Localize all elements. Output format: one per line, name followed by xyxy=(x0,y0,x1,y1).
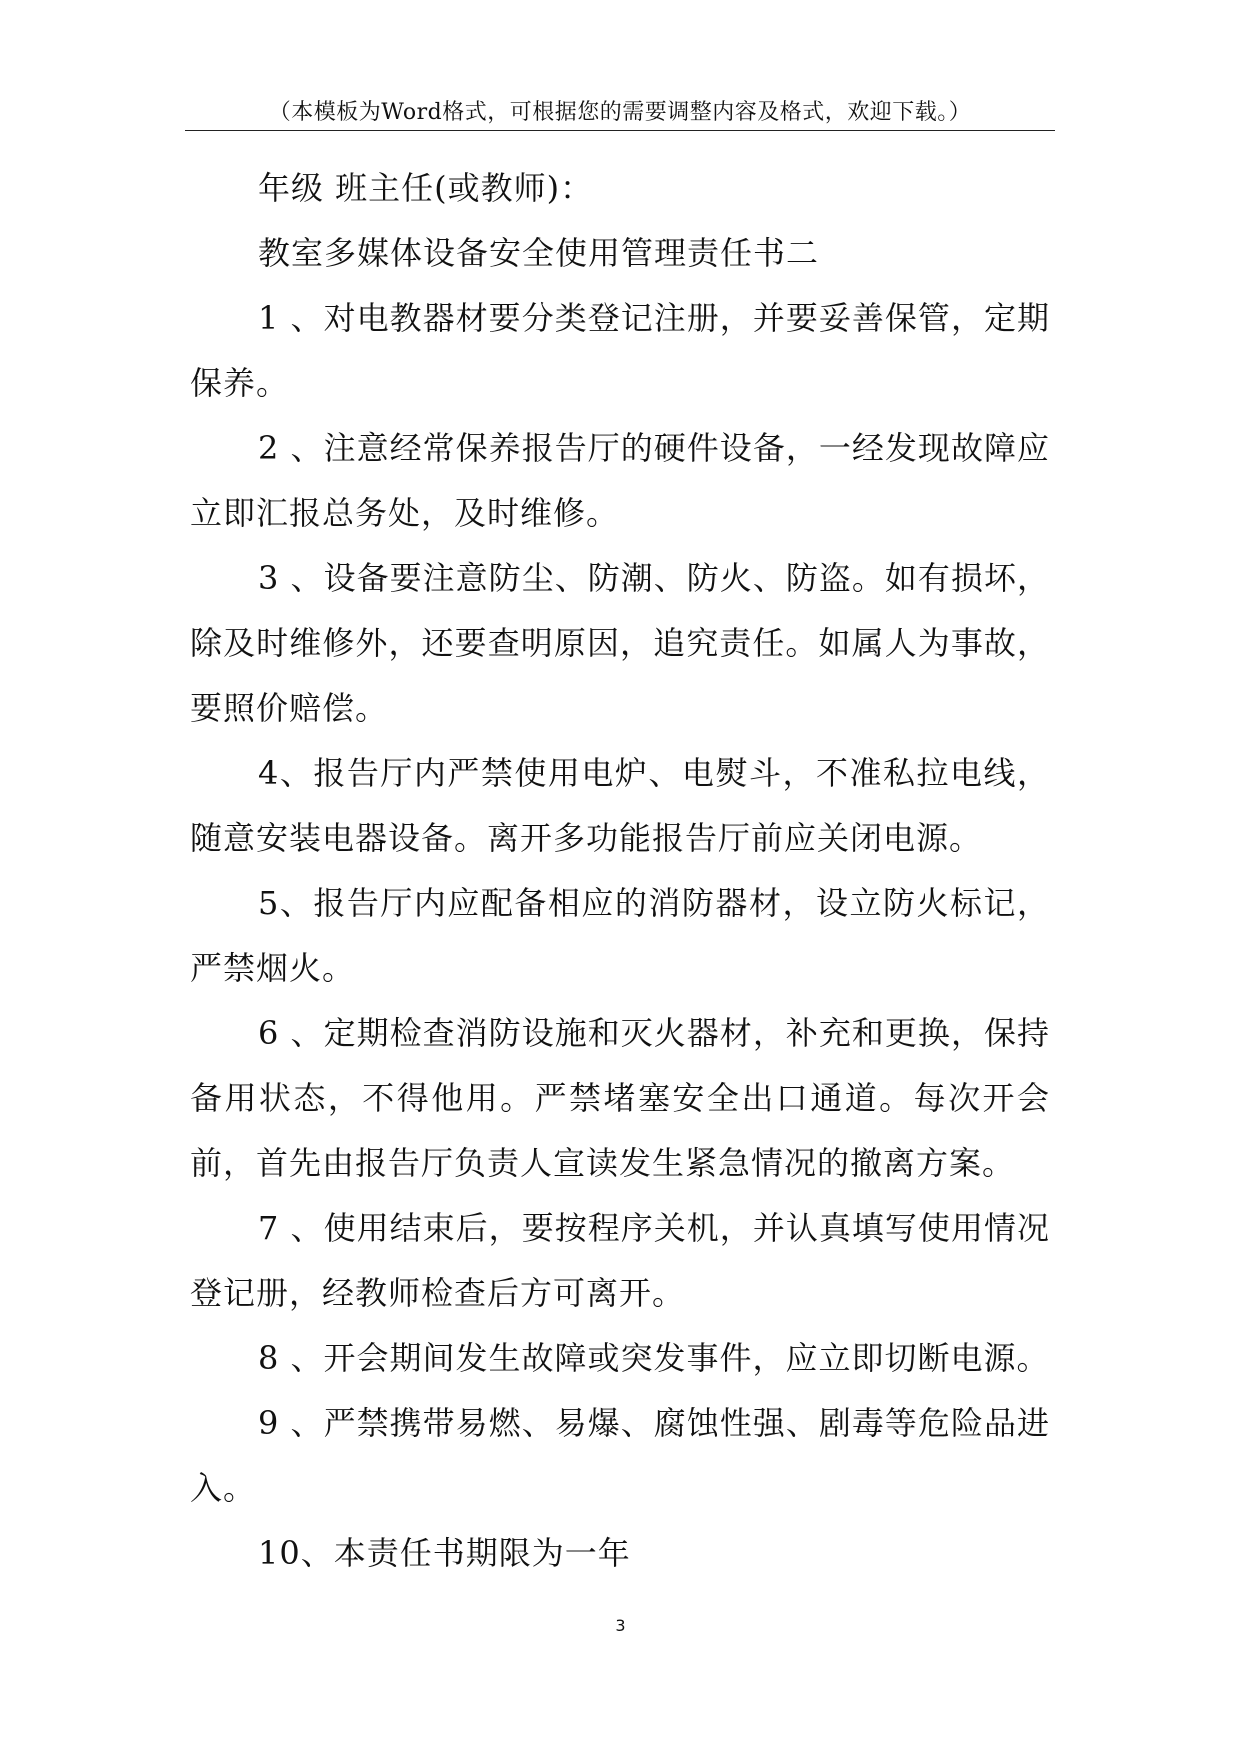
clause-7: 7 、使用结束后，要按程序关机，并认真填写使用情况登记册，经教师检查后方可离开。 xyxy=(190,1209,1050,1312)
header-divider xyxy=(185,130,1055,131)
clause-9: 9 、严禁携带易燃、易爆、腐蚀性强、剧毒等危险品进入。 xyxy=(190,1404,1050,1507)
clause-5: 5、报告厅内应配备相应的消防器材，设立防火标记，严禁烟火。 xyxy=(190,884,1050,987)
template-notice: （本模板为Word格式，可根据您的需要调整内容及格式，欢迎下载。） xyxy=(268,100,972,125)
clause-10: 10、本责任书期限为一年 xyxy=(258,1534,631,1572)
clause-4: 4、报告厅内严禁使用电炉、电熨斗，不准私拉电线，随意安装电器设备。离开多功能报告厅前应关闭电源。 xyxy=(190,754,1050,857)
document-body xyxy=(190,156,1050,1586)
grade-teacher-line: 年级 班主任(或教师)： xyxy=(258,169,594,207)
clause-2: 2 、注意经常保养报告厅的硬件设备，一经发现故障应立即汇报总务处，及时维修。 xyxy=(190,429,1050,532)
page-number: 3 xyxy=(615,1616,626,1635)
clause-8: 8 、开会期间发生故障或突发事件，应立即切断电源。 xyxy=(258,1339,1050,1377)
clause-3: 3 、设备要注意防尘、防潮、防火、防盗。如有损坏，除及时维修外，还要查明原因，追究责任。如属人为事故，要照价赔偿。 xyxy=(190,559,1050,727)
document-title: 教室多媒体设备安全使用管理责任书二 xyxy=(258,234,820,272)
clause-6: 6 、定期检查消防设施和灭火器材，补充和更换，保持备用状态，不得他用。严禁堵塞安全出口通道。每次开会前，首先由报告厅负责人宣读发生紧急情况的撤离方案。 xyxy=(190,1014,1050,1182)
clause-1: 1 、对电教器材要分类登记注册，并要妥善保管，定期保养。 xyxy=(190,299,1050,402)
